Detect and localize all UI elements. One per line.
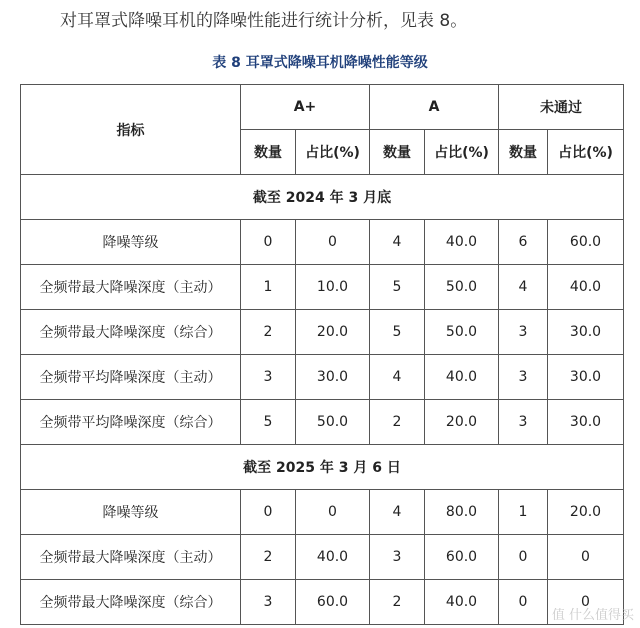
value-cell: 4 (499, 265, 548, 310)
table-row (21, 580, 624, 625)
table-row (21, 535, 624, 580)
value-cell: 40.0 (425, 220, 499, 265)
value-cell: 30.0 (548, 310, 624, 355)
value-cell: 40.0 (296, 535, 370, 580)
value-cell: 0 (499, 580, 548, 625)
value-cell: 4 (370, 355, 425, 400)
value-cell: 60.0 (296, 580, 370, 625)
watermark: 值 什么值得买 (551, 608, 634, 623)
header-a-plus: A+ (241, 85, 370, 130)
indicator-cell: 降噪等级 (21, 490, 241, 535)
value-cell: 40.0 (548, 265, 624, 310)
indicator-cell: 全频带最大降噪深度（综合） (21, 310, 241, 355)
value-cell: 20.0 (296, 310, 370, 355)
indicator-cell: 全频带平均降噪深度（综合） (21, 400, 241, 445)
value-cell: 3 (499, 400, 548, 445)
value-cell: 60.0 (548, 220, 624, 265)
value-cell: 30.0 (296, 355, 370, 400)
indicator-cell: 全频带最大降噪深度（主动） (21, 265, 241, 310)
intro-text: 对耳罩式降噪耳机的降噪性能进行统计分析，见表 8。 (60, 11, 468, 31)
table-row (21, 400, 624, 445)
value-cell: 10.0 (296, 265, 370, 310)
table-row (21, 265, 624, 310)
header-a: A (370, 85, 499, 130)
table-caption: 表 8 耳罩式降噪耳机降噪性能等级 (212, 55, 428, 71)
value-cell: 5 (241, 400, 296, 445)
header-count: 数量 (370, 130, 425, 175)
indicator-cell: 降噪等级 (21, 220, 241, 265)
header-ratio: 占比(%) (425, 130, 499, 175)
value-cell: 20.0 (425, 400, 499, 445)
value-cell: 40.0 (425, 580, 499, 625)
value-cell: 2 (370, 400, 425, 445)
value-cell: 40.0 (425, 355, 499, 400)
value-cell: 0 (241, 220, 296, 265)
table-row (21, 310, 624, 355)
value-cell: 2 (241, 310, 296, 355)
header-indicator: 指标 (21, 85, 241, 175)
table-row (21, 220, 624, 265)
value-cell: 30.0 (548, 355, 624, 400)
value-cell: 50.0 (425, 265, 499, 310)
value-cell: 0 (241, 490, 296, 535)
value-cell: 0 (548, 535, 624, 580)
section-title: 截至 2024 年 3 月底 (21, 175, 624, 220)
header-count: 数量 (499, 130, 548, 175)
value-cell: 5 (370, 310, 425, 355)
value-cell: 6 (499, 220, 548, 265)
value-cell: 0 (499, 535, 548, 580)
value-cell: 1 (499, 490, 548, 535)
indicator-cell: 全频带最大降噪深度（综合） (21, 580, 241, 625)
section-title: 截至 2025 年 3 月 6 日 (21, 445, 624, 490)
value-cell: 3 (241, 580, 296, 625)
value-cell: 5 (370, 265, 425, 310)
value-cell: 20.0 (548, 490, 624, 535)
value-cell: 30.0 (548, 400, 624, 445)
table-row (21, 355, 624, 400)
value-cell: 50.0 (296, 400, 370, 445)
value-cell: 0 (548, 580, 624, 625)
value-cell: 0 (296, 220, 370, 265)
noise-cancelling-table (20, 84, 624, 625)
header-ratio: 占比(%) (548, 130, 624, 175)
value-cell: 3 (241, 355, 296, 400)
value-cell: 50.0 (425, 310, 499, 355)
indicator-cell: 全频带平均降噪深度（主动） (21, 355, 241, 400)
value-cell: 4 (370, 220, 425, 265)
table-row (21, 490, 624, 535)
value-cell: 3 (499, 355, 548, 400)
value-cell: 0 (296, 490, 370, 535)
value-cell: 1 (241, 265, 296, 310)
value-cell: 60.0 (425, 535, 499, 580)
indicator-cell: 全频带最大降噪深度（主动） (21, 535, 241, 580)
header-fail: 未通过 (499, 85, 624, 130)
value-cell: 4 (370, 490, 425, 535)
value-cell: 3 (499, 310, 548, 355)
value-cell: 2 (370, 580, 425, 625)
header-ratio: 占比(%) (296, 130, 370, 175)
value-cell: 80.0 (425, 490, 499, 535)
value-cell: 3 (370, 535, 425, 580)
value-cell: 2 (241, 535, 296, 580)
header-count: 数量 (241, 130, 296, 175)
